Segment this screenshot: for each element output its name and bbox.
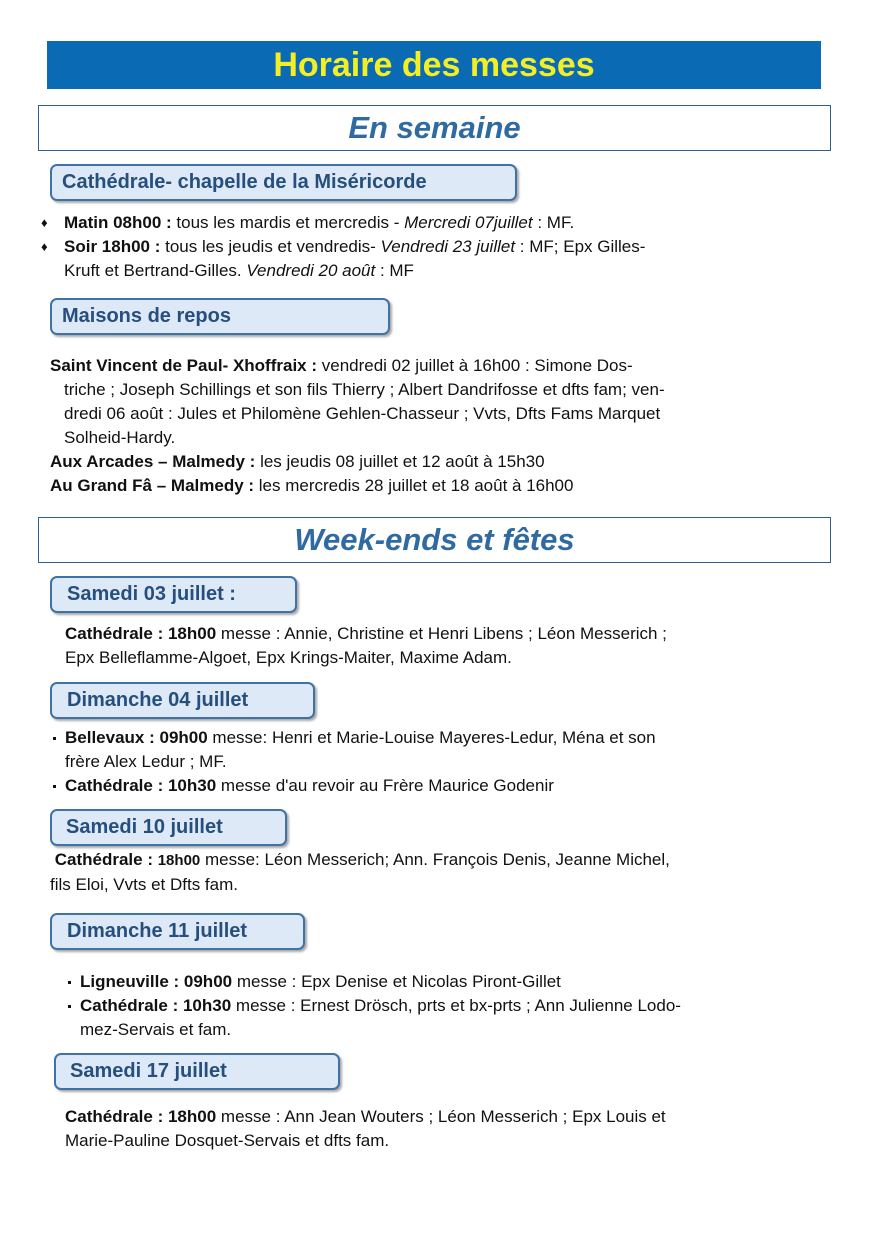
list-item: Aux Arcades – Malmedy : les jeudis 08 juillet et 12 août à 15h30 [50, 452, 545, 471]
list-item: Cathédrale : 10h30 messe d'au revoir au Frère Maurice Godenir [49, 774, 830, 798]
label-samedi-03-juillet: Samedi 03 juillet : [50, 576, 297, 613]
label-maisons-de-repos: Maisons de repos [50, 298, 390, 335]
section-heading-weekends: Week-ends et fêtes [38, 517, 831, 563]
list-item: Bellevaux : 09h00 messe: Henri et Marie-Louise Mayeres-Ledur, Ména et son frère Alex Ledur ; MF. [49, 726, 830, 774]
weekday-cathedral-list [40, 211, 830, 283]
dimanche-11-juillet-list [64, 970, 830, 1042]
samedi-17-juillet-text: Cathédrale : 18h00 messe : Ann Jean Wouters ; Léon Messerich ; Epx Louis et Marie-Pauline Dosquet-Servais et dfts fam. [65, 1107, 666, 1150]
label-samedi-10-juillet: Samedi 10 juillet [50, 809, 287, 846]
page-title: Horaire des messes [47, 41, 821, 89]
samedi-03-juillet-text: Cathédrale : 18h00 messe : Annie, Christine et Henri Libens ; Léon Messerich ; Epx Belleflamme-Algoet, Epx Krings-Maiter, Maxime Adam. [65, 624, 667, 667]
dimanche-04-juillet-list [49, 726, 830, 798]
list-item: Saint Vincent de Paul- Xhoffraix : vendredi 02 juillet à 16h00 : Simone Dos- triche ; Joseph Schillings et son fils Thierry ; Albert Dandrifosse et dfts fam; ven- dredi 06 août : Jules et Philomène Gehlen-Chasseur ; Vvts, Dfts Fams Marquet Solheid-Hardy. [50, 356, 665, 447]
list-item: ♦ Matin 08h00 : tous les mardis et mercredis - Mercredi 07juillet : MF. [40, 211, 830, 235]
section-heading-semaine: En semaine [38, 105, 831, 151]
label-dimanche-04-juillet: Dimanche 04 juillet [50, 682, 315, 719]
label-cathedrale-chapelle: Cathédrale- chapelle de la Miséricorde [50, 164, 517, 201]
label-dimanche-11-juillet: Dimanche 11 juillet [50, 913, 305, 950]
list-item: Au Grand Fâ – Malmedy : les mercredis 28 juillet et 18 août à 16h00 [50, 476, 574, 495]
list-item: Cathédrale : 10h30 messe : Ernest Drösch, prts et bx-prts ; Ann Julienne Lodo- mez-Servais et fam. [64, 994, 830, 1042]
list-item: Ligneuville : 09h00 messe : Epx Denise et Nicolas Piront-Gillet [64, 970, 830, 994]
samedi-10-juillet-text: Cathédrale : 18h00 messe: Léon Messerich; Ann. François Denis, Jeanne Michel, fils Eloi, Vvts et Dfts fam. [50, 850, 670, 894]
list-item: ♦ Soir 18h00 : tous les jeudis et vendredis- Vendredi 23 juillet : MF; Epx Gilles- Kruft et Bertrand-Gilles. Vendredi 20 août : MF [40, 235, 830, 283]
label-samedi-17-juillet: Samedi 17 juillet [54, 1053, 340, 1090]
maisons-de-repos-list [50, 354, 830, 498]
